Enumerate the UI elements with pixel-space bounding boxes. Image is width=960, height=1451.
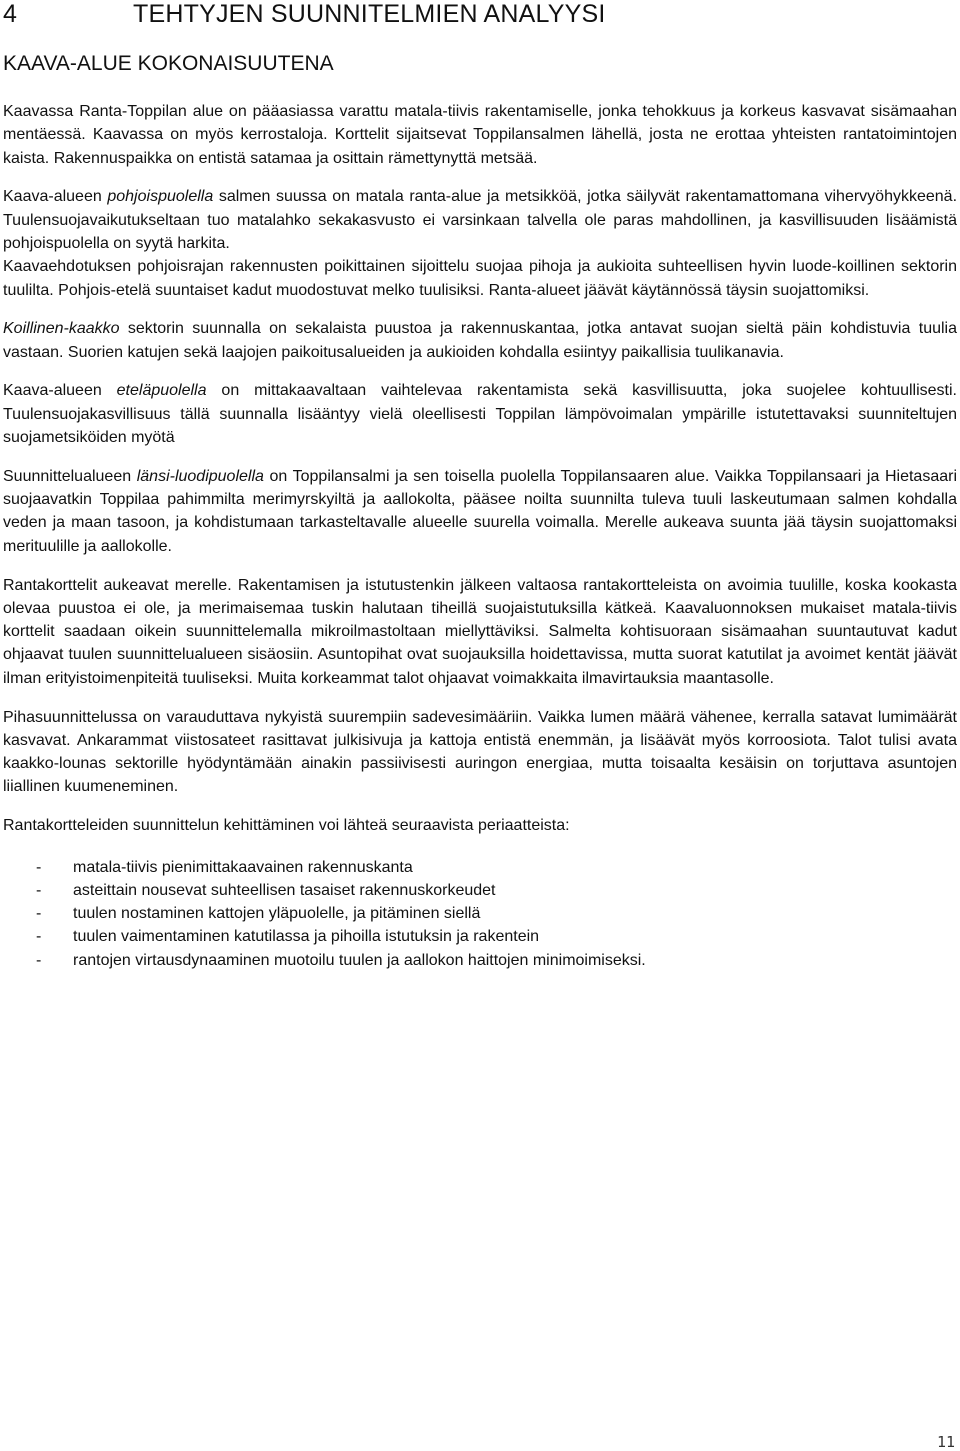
paragraph-intro: Kaavassa Ranta-Toppilan alue on pääasiassa varattu matala-tiivis rakentamiselle, jonka tehokkuus ja korkeus kasvavat sisämaahan mentäessä. Kaavassa on myös kerrostaloja. Korttelit sijaitsevat Toppilansalmen lähellä, josta ne erottaa yhteisten rantatoimintojen kaista. Rakennuspaikka on entistä satamaa ja osittain rämettynyttä metsää.	[3, 103, 957, 167]
list-dash: -	[36, 905, 42, 923]
page-number: 11	[936, 1433, 955, 1451]
text-run: salmen suussa on matala ranta-alue ja metsikköä, jotka säilyvät rakentamattomana vihervyöhykkeenä. Tuulensuojavaikutukseltaan tuo matalahko sekakasvusto ei varsinkaan talvella ole paras mahdollinen, ja kasvillisuuden lisäämistä pohjoispuolella on syytä harkita.	[3, 188, 958, 252]
paragraph-south	[3, 379, 957, 449]
list-item	[3, 879, 957, 902]
text-run: sektorin suunnalla on sekalaista puustoa ja rakennuskantaa, jotka antavat suojan sieltä päin kohdistuvia tuulia vastaan. Suorien katujen sekä laajojen paikoitusalueiden ja aukioiden kohdalla esiintyy paikallisia tuulikanavia.	[3, 320, 957, 361]
list-dash: -	[36, 928, 42, 946]
emphasis-north: pohjoispuolella	[107, 188, 214, 206]
text-run: on mittakaavaltaan vaihtelevaa rakentamista sekä kasvillisuutta, joka suojelee kohtuullisesti. Tuulensuojakasvillisuus tällä suunnalla lisääntyy vielä oleellisesti Toppilan lämpövoimalan ympärille istutettavaksi suunniteltujen suojametsiköiden myötä	[3, 382, 958, 447]
list-item	[3, 949, 957, 972]
section-heading: KAAVA-ALUE KOKONAISUUTENA	[3, 52, 334, 75]
paragraph-shore-blocks: Rantakorttelit aukeavat merelle. Rakentamisen ja istutustenkin jälkeen valtaosa rantakortteleista on avoimia tuulille, koska kookasta olevaa puustoa ei ole, ja merimaisemaa tuskin halutaan tiheillä suojaistutuksilla kätkeä. Kaavaluonnoksen mukaiset matala-tiivis korttelit saadaan oikein suunnittelemalla mikroilmastoltaan miellyttäviksi. Salmelta kohtisuoraan sisämaahan suuntautuvat kadut ohjaavat tuulen suunnittelualueen sisäosiin. Asuntopihat ovat suojauksilla hoidettavissa, mutta suorat katutilat ja avoimet kentät jäävät ilman erityistoimenpiteitä tuuliseksi. Muita korkeammat talot ohjaavat voimakkaita ilmavirtauksia maantasolle.	[3, 576, 957, 687]
paragraph-northeast	[3, 317, 957, 364]
list-item-text: matala-tiivis pienimittakaavainen rakennuskanta	[73, 858, 413, 876]
list-item	[3, 856, 957, 879]
paragraph-yard-planning: Pihasuunnittelussa on varauduttava nykyistä suurempiin sadevesimääriin. Vaikka lumen määrä vähenee, kerralla satavat lumimäärät kasvavat. Ankarammat viistosateet rasittavat julkisivuja ja kattoja entistä enemmän, ja lisäävät myös korroosiota. Talot tulisi avata kaakko-lounas sektorille hyödyntämään ainakin passiivisesti auringon energiaa, mutta toisaalta kesäisin on torjuttava asuntojen liiallinen kuumeneminen.	[3, 708, 957, 796]
paragraph-principles-intro: Rantakortteleiden suunnittelun kehittäminen voi lähteä seuraavista periaatteista:	[3, 817, 570, 835]
chapter-heading	[3, 0, 606, 28]
emphasis-south: eteläpuolella	[116, 382, 207, 400]
principles-list	[3, 856, 957, 972]
list-item	[3, 902, 957, 925]
list-dash: -	[36, 858, 42, 876]
text-run: Kaava-alueen	[3, 188, 108, 206]
paragraph-west	[3, 465, 957, 558]
list-item-text: rantojen virtausdynaaminen muotoilu tuulen ja aallokon haittojen minimoimiseksi.	[73, 951, 646, 969]
paragraph-north-boundary: Kaavaehdotuksen pohjoisrajan rakennusten poikittainen sijoittelu suojaa pihoja ja aukioita suhteellisen hyvin luode-koillinen sektorin tuulilta. Pohjois-etelä suuntaiset kadut muodostuvat melko tuulisiksi. Ranta-alueet jäävät käytännössä täysin suojattomiksi.	[3, 258, 957, 299]
list-dash: -	[36, 951, 42, 969]
list-item-text: tuulen vaimentaminen katutilassa ja pihoilla istutuksin ja rakentein	[73, 928, 540, 946]
list-item-text: tuulen nostaminen kattojen yläpuolelle, ja pitäminen siellä	[73, 905, 481, 923]
paragraph-north	[3, 185, 957, 255]
text-run: Kaava-alueen	[3, 382, 117, 400]
emphasis-northeast: Koillinen-kaakko	[3, 320, 120, 338]
text-run: on Toppilansalmi ja sen toisella puolella Toppilansaaren alue. Vaikka Toppilansaari ja Hietasaari suojaavatkin Toppilaa pahimmilta merimyrskyiltä ja aallokolta, pääsee noilta suunnilta tuleva tuuli laskeutumaan salmen kohdalla veden ja maan tasoon, ja kohdistumaan tarkasteltavalle alueelle suurella voimalla. Merelle aukeava suunta jää täysin suojattomaksi merituulille ja aallokolle.	[3, 467, 957, 555]
chapter-number: 4	[3, 0, 18, 28]
body-text	[3, 100, 957, 972]
list-dash: -	[36, 881, 42, 899]
list-item	[3, 925, 957, 948]
list-item-text: asteittain nousevat suhteellisen tasaiset rakennuskorkeudet	[73, 881, 496, 899]
emphasis-west: länsi-luodipuolella	[136, 467, 264, 485]
chapter-title: TEHTYJEN SUUNNITELMIEN ANALYYSI	[133, 0, 606, 28]
text-run: Suunnittelualueen	[3, 467, 137, 485]
